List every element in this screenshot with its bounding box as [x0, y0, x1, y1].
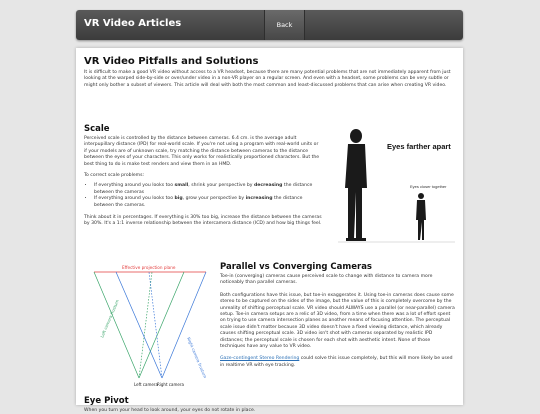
back-button[interactable]: Back [264, 10, 305, 40]
left-camera-label: Left camera [134, 382, 158, 387]
converging-paragraph-3 [220, 356, 455, 369]
list-item [94, 196, 322, 209]
bullet-text: the distance between the cameras [94, 183, 313, 195]
scale-paragraph-2: To correct scale problems: [84, 173, 145, 179]
converging-paragraph-1: Toe-in (converging) cameras cause perceived scale to change with distance to camera more noticeably than parallel cameras. [220, 274, 433, 286]
article-body [84, 56, 455, 413]
bullet-emphasis: small [174, 183, 189, 189]
top-nav-bar [76, 10, 463, 40]
bullet-text: If everything around you looks too [94, 196, 175, 202]
caption-bottom: Eyes closer together [410, 184, 447, 189]
bullet-text: , grow your perspective by [182, 196, 246, 202]
small-figure [416, 193, 426, 240]
article-content [76, 48, 463, 413]
gaze-contingent-link[interactable]: Gaze-contingent Stereo Rendering [220, 356, 300, 362]
bullet-emphasis: big [174, 196, 183, 202]
bullet-emphasis: decreasing [253, 183, 283, 189]
converging-paragraph-2: Both configurations have this issue, but toe-in exaggerates it. Using toe-in cameras does cause some stereo to be captured on the sides of the image, but the value of this is completely overcome by the unreality of shifting perceptual scale. VR video should ALWAYS use a parallel (or near-parallel) camera setup. Toe-in camera setups are a relic of 3D video, from a time when there was a lot of effort spent on trying to use camera intersection planes as another means of focusing attention. The perceptual scale issue didn't matter because 3D video doesn't have a fixed viewing distance, which already causes shifting perceptual scale. 3D video isn't shot with cameras separated by realistic IPD distances; the perceptual scale is chosen for each shot with aesthetic intent. None of those techniques have any value to VR video. [220, 292, 455, 350]
converging-section [220, 262, 455, 369]
camera-frustum-diagram [84, 260, 212, 403]
right-frustum-label: Right camera frustum [186, 336, 208, 379]
bullet-emphasis: increasing [245, 196, 273, 202]
scale-paragraph-3: Think about it in percentages. If everything is 30% too big, increase the distance between the cameras by 30%. It's a 1:1 inverse relationship between the intercamera distance (ICD) and how big things feel. [84, 215, 322, 227]
right-camera-label: Right camera [157, 382, 184, 387]
converging-heading: Parallel vs Converging Cameras [220, 262, 372, 272]
scale-correction-list [84, 183, 322, 209]
eye-pivot-section [84, 396, 455, 414]
bullet-text: If everything around you looks too [94, 183, 175, 189]
converging-paragraph-3-text: could solve this issue completely, but this will more likely be used in realtime VR with eye tracking. [220, 356, 453, 368]
projection-plane-label: Effective projection plane [122, 265, 176, 270]
scale-heading: Scale [84, 124, 110, 134]
large-figure [345, 129, 367, 241]
scale-illustration-svg [338, 128, 455, 246]
frustum-diagram-svg [84, 260, 212, 403]
site-title[interactable]: VR Video Articles [84, 18, 182, 29]
page-title: VR Video Pitfalls and Solutions [84, 56, 259, 67]
list-item [94, 183, 322, 196]
bullet-text: , shrink your perspective by [188, 183, 254, 189]
left-frustum-label: Left camera frustum [99, 298, 120, 339]
caption-top: Eyes farther apart [387, 142, 451, 151]
right-frustum [116, 272, 206, 378]
intro-paragraph: It is difficult to make a good VR video without access to a VR headset, because there are many potential problems that are not immediately apparent from just looking at the warped side-by-side or over/under video in a non-VR player on a regular screen. And even with a headset, some problems can be very subtle or might only bother a subset of viewers. This article will deal with both the most common and least-discussed problems that can arise when creating VR video. [84, 70, 451, 88]
eye-pivot-paragraph: When you turn your head to look around, your eyes do not rotate in place. [84, 408, 256, 413]
bullet-text: the distance between the cameras. [94, 196, 303, 208]
scale-illustration [338, 128, 455, 246]
scale-paragraph-1: Perceived scale is controlled by the distance between cameras. 6.4 cm. is the average adult interpupillary distance (IPD) for real-world scale. If you're not using a program with real-world units or if your models are of unknown scale, try matching the distance between cameras to the distance between the eyes of your characters. This only works for realistically proportioned characters. But the best thing to do is make test renders and view them in an HMD. [84, 136, 320, 167]
scale-section [84, 124, 322, 228]
eye-pivot-heading: Eye Pivot [84, 396, 129, 406]
